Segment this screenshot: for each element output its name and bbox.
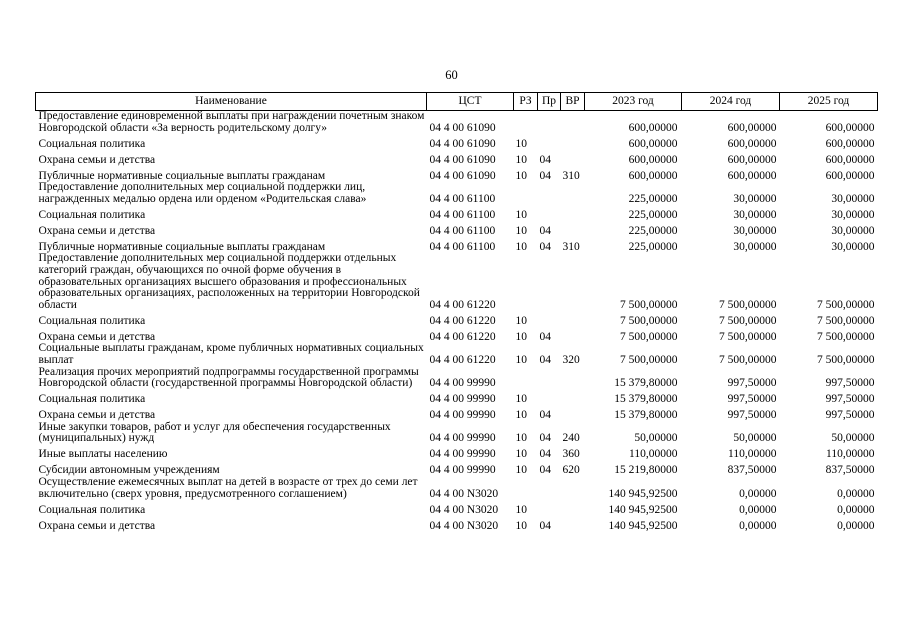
- row-amount-2023: 15 379,80000: [614, 409, 678, 422]
- row-vr: [561, 477, 585, 500]
- row-amount-2023: 15 379,80000: [614, 393, 678, 406]
- row-rz: 10: [515, 224, 527, 237]
- row-rz: 10: [515, 409, 527, 422]
- row-name: Иные выплаты населению: [38, 448, 168, 461]
- row-name: Публичные нормативные социальные выплаты гражданам: [38, 240, 326, 253]
- row-cst: 04 4 00 N3020: [429, 503, 499, 516]
- row-pr: [538, 253, 561, 311]
- row-amount-2025: 0,00000: [837, 487, 875, 500]
- row-name: Социальная политика: [38, 393, 146, 406]
- row-amount-2023: 140 945,92500: [608, 503, 678, 516]
- row-amount-2024: 600,00000: [727, 121, 777, 134]
- row-amount-2025: 7 500,00000: [817, 314, 875, 327]
- row-cst: 04 4 00 61220: [429, 330, 496, 343]
- row-cst: 04 4 00 N3020: [429, 487, 499, 500]
- column-header-pr: Пр: [538, 93, 561, 111]
- row-cst: 04 4 00 99990: [429, 432, 496, 445]
- row-name: Социальная политика: [38, 137, 146, 150]
- row-name: Субсидии автономным учреждениям: [38, 464, 220, 477]
- row-rz: 10: [515, 240, 527, 253]
- row-amount-2023: 140 945,92500: [608, 519, 678, 532]
- row-vr: [561, 134, 585, 150]
- row-rz: 10: [515, 519, 527, 532]
- row-amount-2025: 997,50000: [825, 377, 875, 390]
- row-amount-2024: 600,00000: [727, 153, 777, 166]
- row-name: Охрана семьи и детства: [38, 224, 156, 237]
- row-vr: [561, 150, 585, 166]
- row-cst: 04 4 00 61100: [429, 208, 496, 221]
- row-name: Охрана семьи и детства: [38, 153, 156, 166]
- row-cst: 04 4 00 99990: [429, 409, 496, 422]
- row-amount-2025: 7 500,00000: [817, 353, 875, 366]
- row-pr: 04: [539, 448, 551, 461]
- row-pr: [538, 182, 561, 205]
- row-name: Социальная политика: [38, 314, 146, 327]
- table-row: [36, 166, 878, 182]
- row-pr: [538, 367, 561, 390]
- row-amount-2024: 0,00000: [739, 503, 777, 516]
- row-name: Предоставление единовременной выплаты при награждении почетным знаком Новгородской области «За верность родительскому долгу»: [38, 110, 425, 134]
- table-row: [36, 134, 878, 150]
- row-amount-2025: 7 500,00000: [817, 298, 875, 311]
- row-pr: [538, 205, 561, 221]
- table-body: [36, 111, 878, 533]
- row-rz: 10: [515, 137, 527, 150]
- row-amount-2024: 7 500,00000: [719, 353, 777, 366]
- column-header-name: Наименование: [36, 93, 427, 111]
- table-row: [36, 343, 878, 366]
- row-amount-2024: 50,00000: [733, 432, 777, 445]
- row-amount-2023: 600,00000: [628, 137, 678, 150]
- row-amount-2023: 600,00000: [628, 121, 678, 134]
- row-amount-2024: 600,00000: [727, 137, 777, 150]
- row-amount-2025: 30,00000: [831, 240, 875, 253]
- row-amount-2024: 30,00000: [733, 240, 777, 253]
- table-row: [36, 500, 878, 516]
- row-amount-2024: 30,00000: [733, 208, 777, 221]
- row-amount-2023: 600,00000: [628, 169, 678, 182]
- row-amount-2024: 7 500,00000: [719, 314, 777, 327]
- column-header-vr: ВР: [561, 93, 585, 111]
- row-amount-2024: 110,00000: [728, 448, 777, 461]
- row-amount-2024: 997,50000: [727, 409, 777, 422]
- row-vr: [561, 221, 585, 237]
- row-amount-2025: 600,00000: [825, 169, 875, 182]
- row-pr: 04: [539, 153, 551, 166]
- row-amount-2023: 225,00000: [628, 208, 678, 221]
- budget-table: [35, 92, 878, 532]
- row-vr: 620: [562, 464, 580, 477]
- row-amount-2024: 997,50000: [727, 377, 777, 390]
- table-row: [36, 367, 878, 390]
- row-vr: [561, 205, 585, 221]
- row-pr: [538, 390, 561, 406]
- row-rz: [514, 367, 538, 390]
- row-amount-2024: 837,50000: [727, 464, 777, 477]
- row-name: Социальные выплаты гражданам, кроме публичных нормативных социальных выплат: [38, 342, 424, 366]
- row-rz: 10: [515, 393, 527, 406]
- row-pr: 04: [539, 169, 551, 182]
- row-name: Иные закупки товаров, работ и услуг для обеспечения государственных (муниципальных) нужд: [38, 420, 391, 445]
- row-amount-2024: 7 500,00000: [719, 298, 777, 311]
- row-vr: 240: [562, 432, 580, 445]
- table-header-row: [36, 93, 878, 111]
- row-cst: 04 4 00 99990: [429, 448, 496, 461]
- row-amount-2025: 0,00000: [837, 503, 875, 516]
- row-cst: 04 4 00 61100: [429, 224, 496, 237]
- row-amount-2023: 225,00000: [628, 224, 678, 237]
- page-number: 60: [445, 68, 458, 82]
- row-amount-2024: 600,00000: [727, 169, 777, 182]
- row-amount-2023: 7 500,00000: [620, 330, 678, 343]
- row-rz: 10: [515, 353, 527, 366]
- row-cst: 04 4 00 61220: [429, 314, 496, 327]
- row-pr: 04: [539, 464, 551, 477]
- row-amount-2023: 7 500,00000: [620, 314, 678, 327]
- row-amount-2025: 0,00000: [837, 519, 875, 532]
- row-pr: [538, 134, 561, 150]
- row-rz: 10: [515, 503, 527, 516]
- row-rz: 10: [515, 314, 527, 327]
- row-amount-2025: 50,00000: [831, 432, 875, 445]
- row-amount-2024: 7 500,00000: [719, 330, 777, 343]
- row-cst: 04 4 00 N3020: [429, 519, 499, 532]
- table-row: [36, 390, 878, 406]
- row-pr: [538, 111, 561, 135]
- row-vr: 310: [562, 240, 580, 253]
- column-header-2024: 2024 год: [682, 93, 780, 111]
- row-rz: 10: [515, 432, 527, 445]
- row-vr: [561, 182, 585, 205]
- row-rz: 10: [515, 153, 527, 166]
- row-cst: 04 4 00 61090: [429, 169, 496, 182]
- row-vr: 310: [562, 169, 580, 182]
- row-amount-2025: 997,50000: [825, 409, 875, 422]
- table-row: [36, 150, 878, 166]
- row-amount-2024: 997,50000: [727, 393, 777, 406]
- row-rz: 10: [515, 330, 527, 343]
- row-rz: 10: [515, 448, 527, 461]
- row-cst: 04 4 00 61220: [429, 353, 496, 366]
- row-pr: 04: [539, 240, 551, 253]
- row-amount-2025: 30,00000: [831, 224, 875, 237]
- table-row: [36, 516, 878, 532]
- table-row: [36, 205, 878, 221]
- row-cst: 04 4 00 61090: [429, 121, 496, 134]
- table-row: [36, 477, 878, 500]
- row-vr: [561, 390, 585, 406]
- row-name: Реализация прочих мероприятий подпрограммы государственной программы Новгородской области (государственной программы Новгородской области): [38, 365, 419, 390]
- row-amount-2023: 225,00000: [628, 240, 678, 253]
- table-row: [36, 461, 878, 477]
- row-name: Предоставление дополнительных мер социальной поддержки отдельных категорий граждан, обучающихся по очной форме обучения в образовательных организациях высшего образования и профессиональных образовательных организациях, расположенных на территории Новгородской области: [38, 252, 420, 311]
- row-amount-2023: 7 500,00000: [620, 353, 678, 366]
- table-row: [36, 327, 878, 343]
- row-amount-2024: 30,00000: [733, 224, 777, 237]
- row-name: Публичные нормативные социальные выплаты гражданам: [38, 169, 326, 182]
- row-amount-2025: 600,00000: [825, 137, 875, 150]
- row-amount-2023: 140 945,92500: [608, 487, 678, 500]
- table-row: [36, 445, 878, 461]
- row-rz: [514, 111, 538, 135]
- row-vr: [561, 516, 585, 532]
- row-amount-2025: 30,00000: [831, 192, 875, 205]
- column-header-rz: РЗ: [514, 93, 538, 111]
- row-name: Охрана семьи и детства: [38, 519, 156, 532]
- row-vr: 360: [562, 448, 580, 461]
- row-amount-2025: 110,00000: [826, 448, 875, 461]
- row-amount-2023: 50,00000: [634, 432, 678, 445]
- row-vr: [561, 327, 585, 343]
- row-pr: 04: [539, 330, 551, 343]
- row-cst: 04 4 00 61090: [429, 153, 496, 166]
- row-pr: [538, 311, 561, 327]
- table-row: [36, 406, 878, 422]
- row-cst: 04 4 00 61090: [429, 137, 496, 150]
- table-row: [36, 221, 878, 237]
- row-rz: 10: [515, 464, 527, 477]
- table-row: [36, 111, 878, 135]
- row-amount-2025: 997,50000: [825, 393, 875, 406]
- row-cst: 04 4 00 99990: [429, 464, 496, 477]
- row-amount-2023: 15 219,80000: [614, 464, 678, 477]
- row-amount-2023: 600,00000: [628, 153, 678, 166]
- row-amount-2025: 600,00000: [825, 153, 875, 166]
- row-vr: [561, 367, 585, 390]
- row-pr: [538, 477, 561, 500]
- row-vr: 320: [562, 353, 580, 366]
- table-row: [36, 311, 878, 327]
- row-rz: [514, 182, 538, 205]
- row-name: Социальная политика: [38, 503, 146, 516]
- row-amount-2023: 7 500,00000: [620, 298, 678, 311]
- row-pr: [538, 500, 561, 516]
- row-name: Охрана семьи и детства: [38, 409, 156, 422]
- row-pr: 04: [539, 353, 551, 366]
- row-name: Осуществление ежемесячных выплат на детей в возрасте от трех до семи лет включительно (сверх уровня, предусмотренного соглашением): [38, 475, 418, 500]
- row-amount-2023: 15 379,80000: [614, 377, 678, 390]
- row-vr: [561, 311, 585, 327]
- table-row: [36, 182, 878, 205]
- row-rz: 10: [515, 169, 527, 182]
- table-row: [36, 422, 878, 445]
- row-cst: 04 4 00 61100: [429, 240, 496, 253]
- row-rz: [514, 253, 538, 311]
- row-rz: [514, 477, 538, 500]
- row-amount-2024: 0,00000: [739, 519, 777, 532]
- row-vr: [561, 500, 585, 516]
- column-header-2023: 2023 год: [585, 93, 682, 111]
- row-amount-2024: 0,00000: [739, 487, 777, 500]
- row-vr: [561, 111, 585, 135]
- row-pr: 04: [539, 432, 551, 445]
- row-amount-2024: 30,00000: [733, 192, 777, 205]
- row-cst: 04 4 00 99990: [429, 393, 496, 406]
- row-amount-2025: 837,50000: [825, 464, 875, 477]
- table-row: [36, 253, 878, 311]
- row-pr: 04: [539, 519, 551, 532]
- row-amount-2025: 7 500,00000: [817, 330, 875, 343]
- row-amount-2025: 600,00000: [825, 121, 875, 134]
- row-vr: [561, 406, 585, 422]
- row-name: Предоставление дополнительных мер социальной поддержки лиц, награжденных медалью ордена или орденом «Родительская слава»: [38, 181, 367, 205]
- row-cst: 04 4 00 99990: [429, 377, 496, 390]
- row-rz: 10: [515, 208, 527, 221]
- row-pr: 04: [539, 409, 551, 422]
- row-cst: 04 4 00 61220: [429, 298, 496, 311]
- row-amount-2025: 30,00000: [831, 208, 875, 221]
- table-row: [36, 237, 878, 253]
- row-amount-2023: 225,00000: [628, 192, 678, 205]
- row-pr: 04: [539, 224, 551, 237]
- row-name: Социальная политика: [38, 208, 146, 221]
- row-name: Охрана семьи и детства: [38, 330, 156, 343]
- column-header-cst: ЦСТ: [427, 93, 514, 111]
- row-vr: [561, 253, 585, 311]
- row-amount-2023: 110,00000: [629, 448, 678, 461]
- column-header-2025: 2025 год: [780, 93, 878, 111]
- row-cst: 04 4 00 61100: [429, 192, 496, 205]
